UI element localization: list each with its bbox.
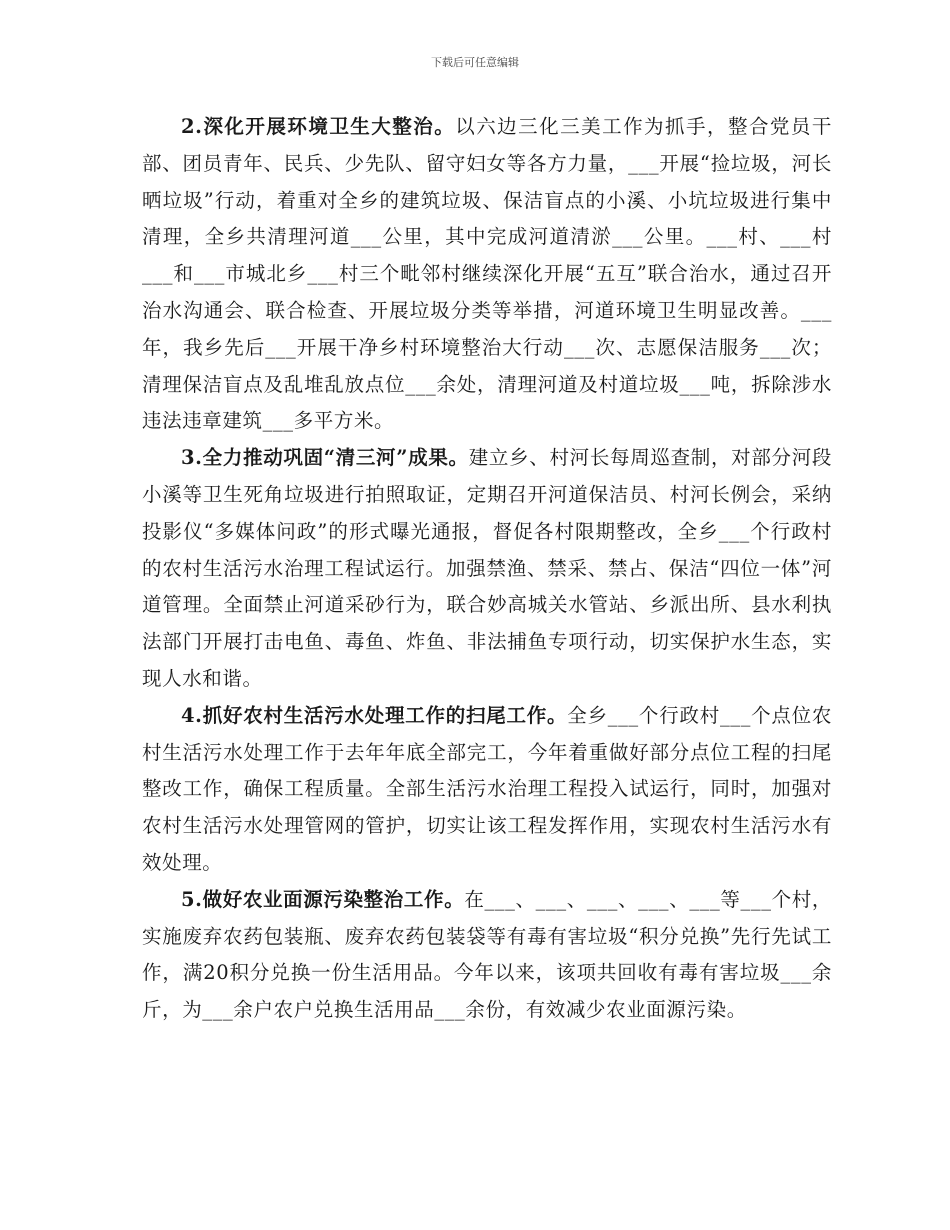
section-2-body: 以六边三化三美工作为抓手，整合党员干部、团员青年、民兵、少先队、留守妇女等各方力量，___开展“捡垃圾，河长晒垃圾”行动，着重对全乡的建筑垃圾、保洁盲点的小溪、小坑垃圾进行集中清理，全乡共清理河道___公里，其中完成河道清淤___公里。___村、___村___和___市城北乡___村三个毗邻村继续深化开展“五互”联合治水，通过召开治水沟通会、联合检查、开展垃圾分类等举措，河道环境卫生明显改善。___年，我乡先后___开展干净乡村环境整治大行动___次、志愿保洁服务___次；清理保洁盲点及乱堆乱放点位___余处，清理河道及村道垃圾___吨，拆除涉水违法违章建筑___多平方米。 [142,115,832,433]
section-3-paragraph [142,440,832,698]
section-5-heading: 5.做好农业面源污染整治工作。 [181,887,465,911]
section-2-paragraph [142,109,832,440]
section-4-heading: 4.抓好农村生活污水处理工作的扫尾工作。 [181,703,568,727]
page-header-note: 下载后可任意编辑 [431,56,519,69]
document-body [142,109,832,1029]
section-5-body: 在___、___、___、___、___等___个村，实施废弃农药包装瓶、废弃农药包装袋等有毒有害垃圾“积分兑换”先行先试工作，满20积分兑换一份生活用品。今年以来，该项共回收有毒有害垃圾___余斤，为___余户农户兑换生活用品___余份，有效减少农业面源污染。 [142,887,832,1022]
section-3-body: 建立乡、村河长每周巡查制，对部分河段小溪等卫生死角垃圾进行拍照取证，定期召开河道保洁员、村河长例会，采纳投影仪“多媒体问政”的形式曝光通报，督促各村限期整改，全乡___个行政村的农村生活污水治理工程试运行。加强禁渔、禁采、禁占、保洁“四位一体”河道管理。全面禁止河道采砂行为，联合妙高城关水管站、乡派出所、县水利执法部门开展打击电鱼、毒鱼、炸鱼、非法捕鱼专项行动，切实保护水生态，实现人水和谐。 [142,446,832,690]
section-4-body: 全乡___个行政村___个点位农村生活污水处理工作于去年年底全部完工，今年着重做好部分点位工程的扫尾整改工作，确保工程质量。全部生活污水治理工程投入试运行，同时，加强对农村生活污水处理管网的管护，切实让该工程发挥作用，实现农村生活污水有效处理。 [142,703,832,874]
section-2-heading: 2.深化开展环境卫生大整治。 [181,115,456,138]
section-4-paragraph [142,698,832,882]
section-5-paragraph [142,882,832,1029]
section-3-heading: 3.全力推动巩固“清三河”成果。 [181,446,469,470]
